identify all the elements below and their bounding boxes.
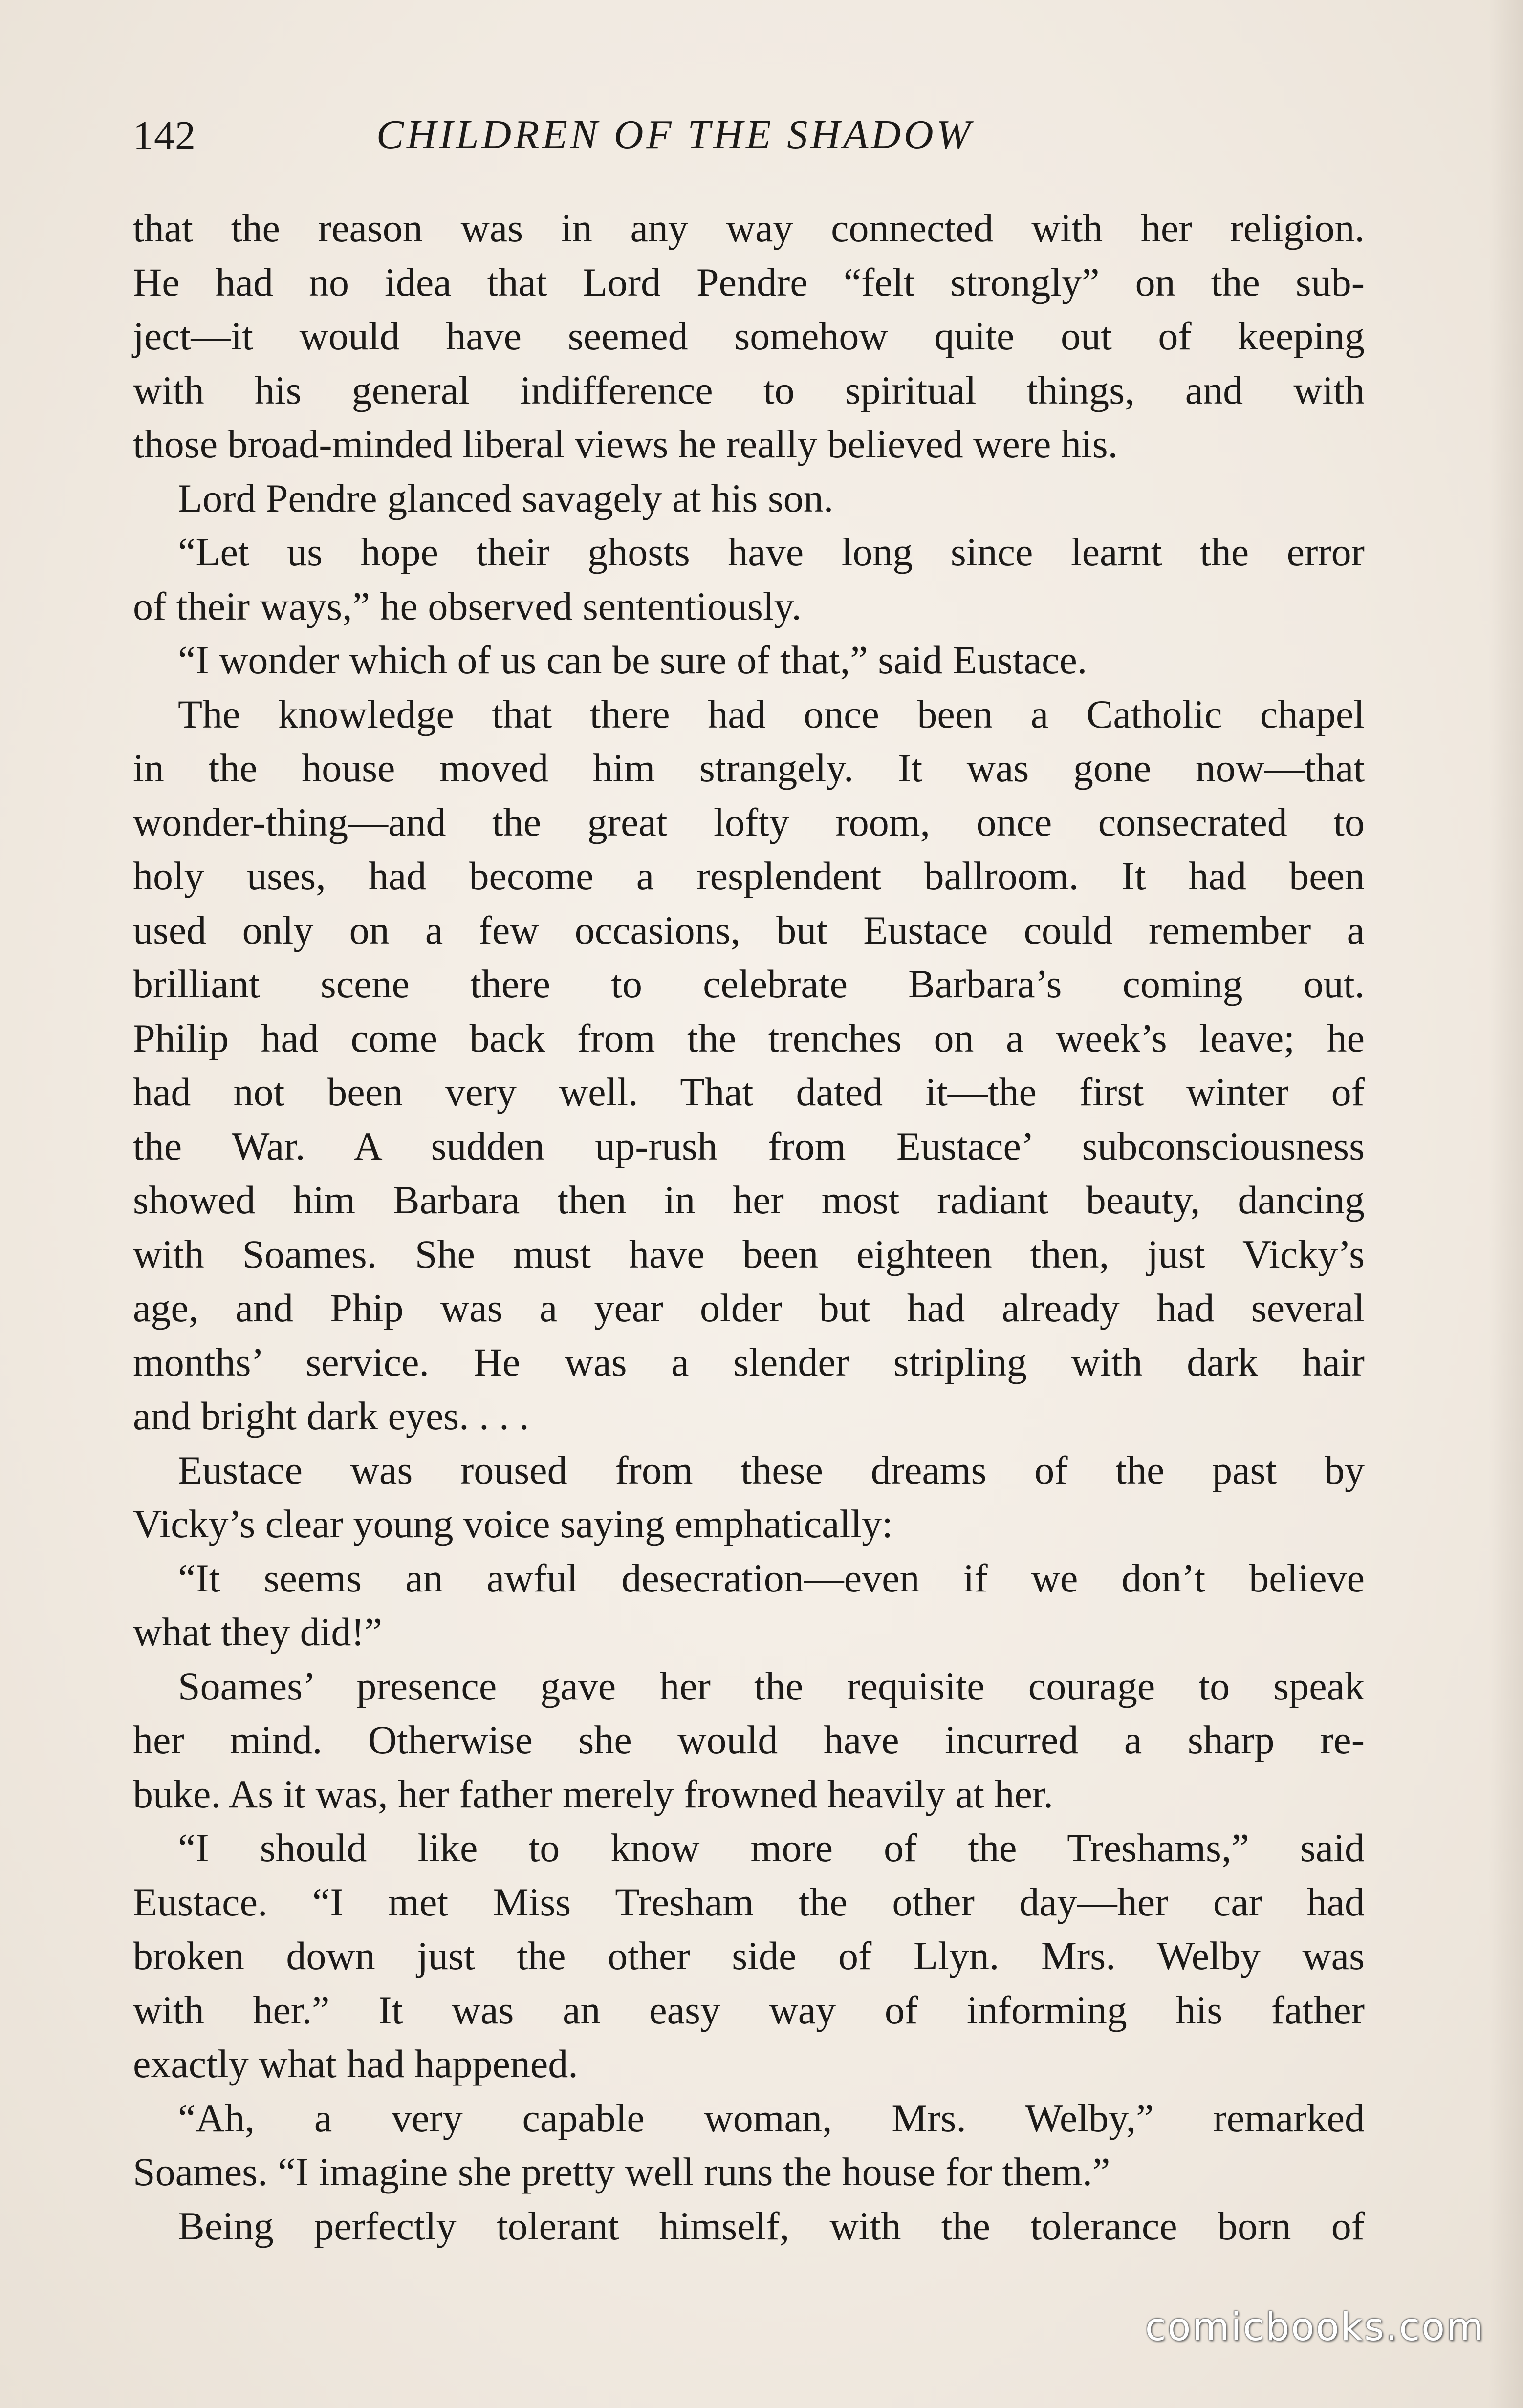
text-line: holy uses, had become a resplendent ballroom. It had been [133,854,1365,898]
text-line: buke. As it was, her father merely frowned heavily at her. [133,1771,1054,1816]
text-line: “I should like to know more of the Treshams,” said [178,1826,1365,1870]
text-line: age, and Phip was a year older but had already had several [133,1286,1365,1330]
page-edge-shadow [1489,0,1523,2408]
text-line: The knowledge that there had once been a Catholic chapel [178,691,1365,736]
body-text [133,201,1365,2253]
text-line: Being perfectly tolerant himself, with the tolerance born of [178,2203,1365,2248]
watermark-logo: comicbooks.com [1145,2305,1485,2349]
text-line: wonder-thing—and the great lofty room, once consecrated to [133,799,1365,844]
text-line: He had no idea that Lord Pendre “felt strongly” on the sub- [133,259,1365,304]
text-line: with his general indifference to spiritual things, and with [133,367,1365,412]
text-line: exactly what had happened. [133,2042,578,2086]
text-line: what they did!” [133,1610,383,1654]
text-line: of their ways,” he observed sententiously. [133,583,802,628]
text-line: with Soames. She must have been eighteen then, just Vicky’s [133,1231,1365,1276]
running-title: CHILDREN OF THE SHADOW [376,112,974,157]
text-line: “Ah, a very capable woman, Mrs. Welby,” remarked [178,2095,1365,2140]
text-line: Vicky’s clear young voice saying emphatically: [133,1502,893,1546]
text-line: months’ service. He was a slender stripling with dark hair [133,1339,1365,1384]
text-line: had not been very well. That dated it—the first winter of [133,1070,1365,1114]
text-line: brilliant scene there to celebrate Barbara’s coming out. [133,962,1365,1006]
text-line: her mind. Otherwise she would have incurred a sharp re- [133,1718,1365,1762]
text-line: the War. A sudden up-rush from Eustace’ subconsciousness [133,1123,1365,1168]
text-line: and bright dark eyes. . . . [133,1394,529,1438]
text-line: “I wonder which of us can be sure of that,” said Eustace. [178,638,1088,682]
text-line: broken down just the other side of Llyn. Mrs. Welby was [133,1934,1365,1978]
text-line: those broad-minded liberal views he really believed were his. [133,422,1118,466]
text-line: Lord Pendre glanced savagely at his son. [178,475,834,520]
text-line: in the house moved him strangely. It was gone now—that [133,746,1365,790]
text-line: Soames’ presence gave her the requisite courage to speak [178,1663,1365,1708]
text-line: showed him Barbara then in her most radiant beauty, dancing [133,1178,1365,1222]
text-line: Philip had come back from the trenches on a week’s leave; he [133,1015,1365,1060]
text-line: Eustace. “I met Miss Tresham the other day—her car had [133,1879,1365,1924]
text-line: Eustace was roused from these dreams of the past by [178,1447,1365,1492]
text-line: with her.” It was an easy way of informing his father [133,1987,1365,2032]
page-number: 142 [133,113,196,158]
text-line: ject—it would have seemed somehow quite out of keeping [133,314,1365,358]
text-line: “Let us hope their ghosts have long since learnt the error [178,530,1365,574]
text-line: “It seems an awful desecration—even if we don’t believe [178,1555,1365,1600]
text-line: Soames. “I imagine she pretty well runs the house for them.” [133,2150,1110,2194]
text-line: used only on a few occasions, but Eustace could remember a [133,907,1365,952]
text-line: that the reason was in any way connected with her religion. [133,206,1365,250]
